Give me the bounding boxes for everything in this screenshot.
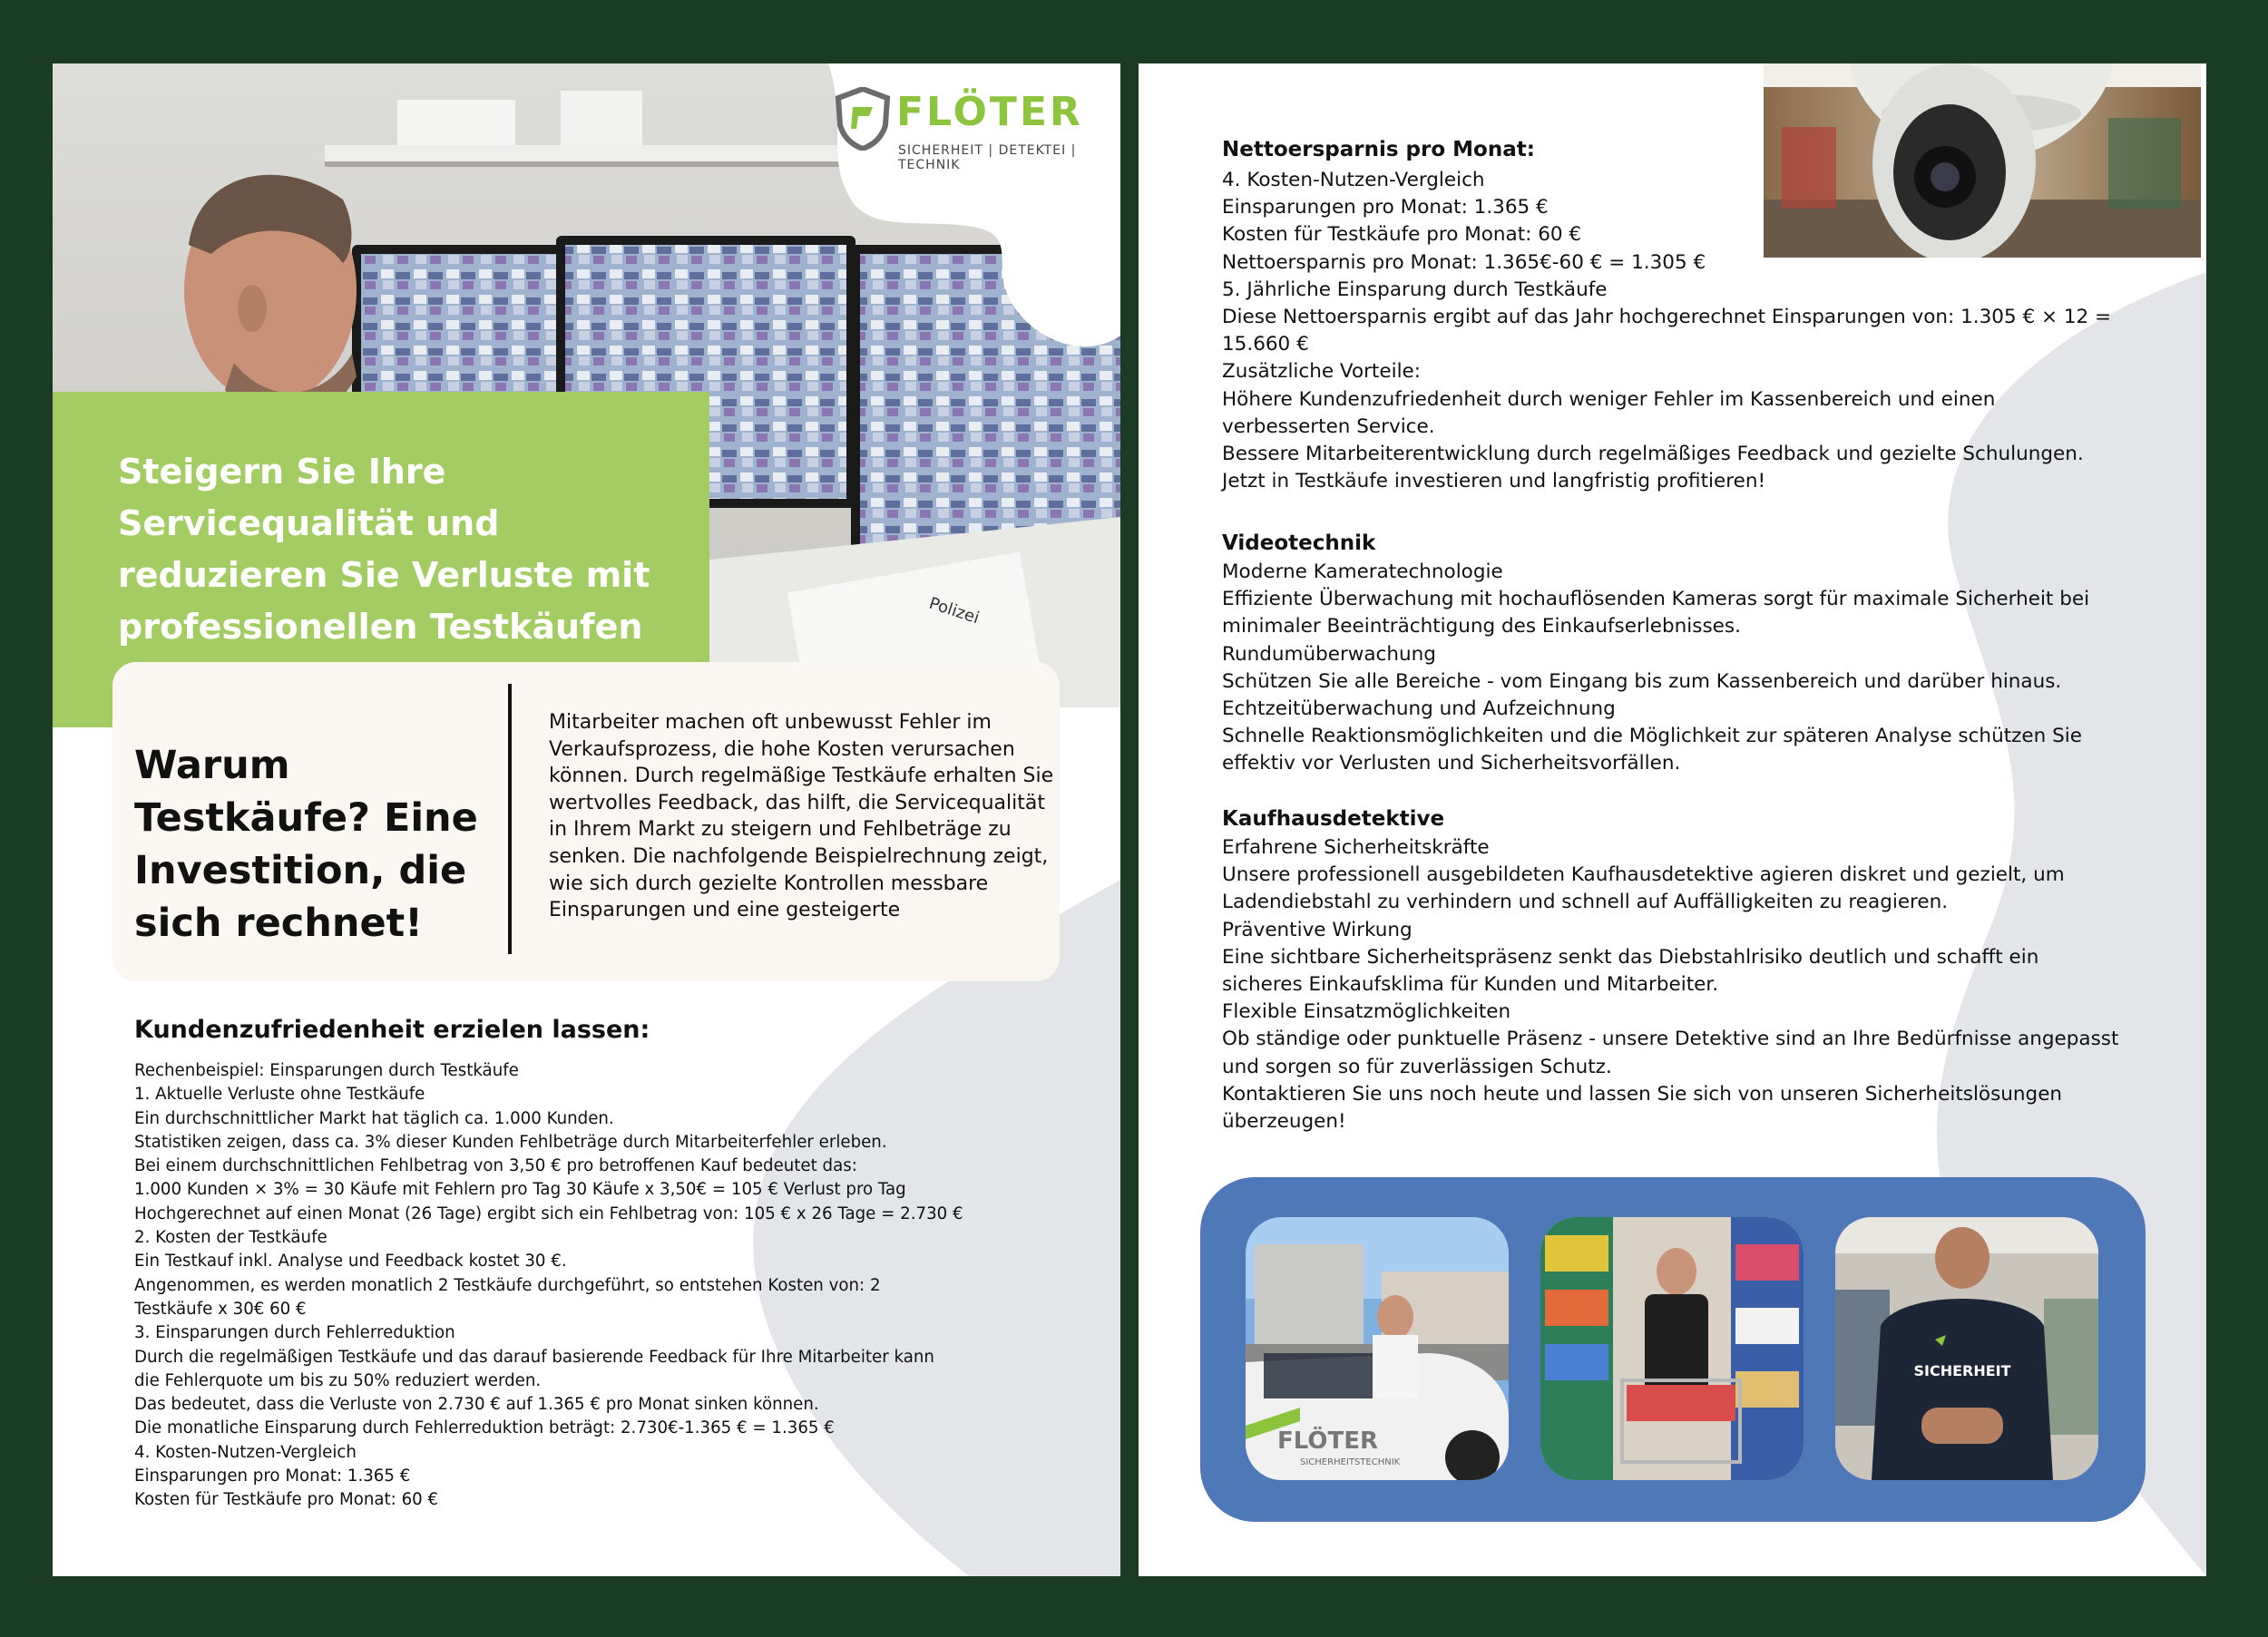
video-line: Schnelle Reaktionsmöglichkeiten und die Möglichkeit zur späteren Analyse schützen Sie [1222, 725, 2082, 748]
section-heading-kundenzufriedenheit: Kundenzufriedenheit erzielen lassen: [134, 1016, 650, 1044]
kh-line: Ob ständige oder punktuelle Präsenz - unsere Detektive sind an Ihre Bedürfnisse angepasst [1222, 1028, 2119, 1051]
calc-line: Bei einem durchschnittlichen Fehlbetrag von 3,50 € pro betroffenen Kauf bedeutet das: [134, 1156, 857, 1176]
photo-security-officer [1835, 1217, 2098, 1480]
calc-line: 1. Aktuelle Verluste ohne Testkäufe [134, 1085, 425, 1105]
calc-line: die Fehlerquote um bis zu 50% reduziert werden. [134, 1370, 542, 1390]
net-line: Bessere Mitarbeiterentwicklung durch regelmäßiges Feedback und gezielte Schulungen. [1222, 443, 2084, 466]
calc-line: Angenommen, es werden monatlich 2 Testkäufe durchgeführt, so entstehen Kosten von: 2 [134, 1275, 881, 1295]
card-divider [508, 684, 512, 954]
section-heading-kaufhausdetektive: Kaufhausdetektive [1222, 807, 1445, 831]
calc-line: Testkäufe x 30€ 60 € [134, 1299, 307, 1319]
brochure-page-left [53, 63, 1120, 1576]
section-heading-nettoersparnis: Nettoersparnis pro Monat: [1222, 138, 1535, 161]
vehicle-logo-text: FLÖTER [1277, 1428, 1379, 1455]
video-line: minimaler Beeinträchtigung des Einkaufserlebnisses. [1222, 615, 1741, 638]
kh-line: überzeugen! [1222, 1110, 1346, 1134]
card-title: Warum Testkäufe? Eine Investition, die sich rechnet! [134, 743, 478, 946]
card-text: Mitarbeiter machen oft unbewusst Fehler im Verkaufsprozess, die hohe Kosten verursachen können. Durch regelmäßige Testkäufe erhalten Sie wertvolles Feedback, das hilft, die Servicequalität in Ihrem Markt zu steigern und Fehlbeträge zu senken. Die nachfolgende Beispielrechnung zeigt, wie sich durch gezielte Kontrollen messbare Einsparungen und eine gesteigerte [549, 711, 1054, 922]
brand-tagline: SICHERHEIT | DETEKTEI | TECHNIK [898, 143, 1077, 172]
net-line: Einsparungen pro Monat: 1.365 € [1222, 196, 1549, 219]
net-line: Zusätzliche Vorteile: [1222, 360, 1422, 384]
photo-detective-with-cart [1540, 1217, 1804, 1480]
brochure-page-right [1139, 63, 2206, 1576]
net-line: 4. Kosten-Nutzen-Vergleich [1222, 169, 1485, 191]
calc-line: Kosten für Testkäufe pro Monat: 60 € [134, 1490, 439, 1510]
video-line: effektiv vor Verlusten und Sicherheitsvorfällen. [1222, 752, 1681, 775]
kh-line: Erfahrene Sicherheitskräfte [1222, 836, 1490, 859]
shirt-text: SICHERHEIT [1913, 1362, 2011, 1379]
calc-line: Hochgerechnet auf einen Monat (26 Tage) ergibt sich ein Fehlbetrag von: 105 € x 26 Tage = 2.730 € [134, 1203, 963, 1223]
net-line: Jetzt in Testkäufe investieren und langfristig profitieren! [1222, 470, 1766, 493]
kh-line: Kontaktieren Sie uns noch heute und lassen Sie sich von unseren Sicherheitslösungen [1222, 1082, 2063, 1106]
calc-line: Die monatliche Einsparung durch Fehlerreduktion beträgt: 2.730€-1.365 € = 1.365 € [134, 1418, 835, 1438]
nettoersparnis-text [1222, 167, 2120, 495]
calc-line: Rechenbeispiel: Einsparungen durch Testkäufe [134, 1061, 519, 1080]
kh-line: Präventive Wirkung [1222, 918, 1413, 941]
brand-name: FLÖTER [896, 89, 1083, 135]
net-line: Nettoersparnis pro Monat: 1.365€-60 € = 1.305 € [1222, 250, 1706, 274]
kh-line: und sorgen so für zuverlässigen Schutz. [1222, 1055, 1612, 1078]
net-line: Höhere Kundenzufriedenheit durch weniger Fehler im Kassenbereich und einen [1222, 387, 1996, 411]
kh-line: Unsere professionell ausgebildeten Kaufhausdetektive agieren diskret und gezielt, um [1222, 863, 2065, 887]
video-line: Rundumüberwachung [1222, 642, 1436, 666]
kh-line: sicheres Einkaufsklima für Kunden und Mitarbeiter. [1222, 973, 1719, 997]
video-line: Moderne Kameratechnologie [1222, 560, 1503, 583]
binder-label: Polizei [926, 593, 982, 628]
photo-company-car [1246, 1217, 1509, 1480]
net-line: verbesserten Service. [1222, 414, 1435, 438]
kh-line: Flexible Einsatzmöglichkeiten [1222, 1000, 1511, 1024]
net-line: Diese Nettoersparnis ergibt auf das Jahr hochgerechnet Einsparungen von: 1.305 € × 12 = [1222, 306, 2112, 329]
calc-line: Einsparungen pro Monat: 1.365 € [134, 1466, 411, 1486]
vehicle-logo-subtext: SICHERHEITSTECHNIK [1300, 1457, 1401, 1467]
calc-line: 2. Kosten der Testkäufe [134, 1228, 327, 1248]
calc-line: Ein Testkauf inkl. Analyse und Feedback kostet 30 €. [134, 1252, 567, 1272]
section-heading-videotechnik: Videotechnik [1222, 531, 1376, 555]
kh-line: Ladendiebstahl zu verhindern und schnell auf Auffälligkeiten zu reagieren. [1222, 891, 1949, 914]
net-line: 5. Jährliche Einsparung durch Testkäufe [1222, 278, 1608, 301]
calc-line: 4. Kosten-Nutzen-Vergleich [134, 1442, 357, 1462]
calc-line: 1.000 Kunden × 3% = 30 Käufe mit Fehlern pro Tag 30 Käufe x 3,50€ = 105 € Verlust pro Tag [134, 1180, 906, 1200]
net-line: Kosten für Testkäufe pro Monat: 60 € [1222, 223, 1582, 247]
kh-line: Eine sichtbare Sicherheitspräsenz senkt das Diebstahlrisiko deutlich und schafft ein [1222, 945, 2039, 969]
calc-line: 3. Einsparungen durch Fehlerreduktion [134, 1323, 455, 1343]
video-line: Effiziente Überwachung mit hochauflösenden Kameras sorgt für maximale Sicherheit bei [1222, 588, 2090, 611]
calculation-text [134, 1059, 987, 1513]
calc-line: Durch die regelmäßigen Testkäufe und das darauf basierende Feedback für Ihre Mitarbeiter kann [134, 1347, 934, 1367]
calc-line: Statistiken zeigen, dass ca. 3% dieser Kunden Fehlbeträge durch Mitarbeiterfehler erleben. [134, 1132, 887, 1152]
net-line: 15.660 € [1222, 333, 1309, 356]
hero-title: Steigern Sie Ihre Servicequalität und reduzieren Sie Verluste mit professionellen Testkäufen [118, 452, 650, 647]
kaufhausdetektive-text [1222, 834, 2120, 1135]
videotechnik-text [1222, 559, 2120, 778]
video-line: Schützen Sie alle Bereiche - vom Eingang bis zum Kassenbereich und darüber hinaus. [1222, 669, 2062, 693]
shield-logo-icon [835, 87, 891, 151]
calc-line: Ein durchschnittlicher Markt hat täglich ca. 1.000 Kunden. [134, 1108, 614, 1128]
video-line: Echtzeitüberwachung und Aufzeichnung [1222, 697, 1616, 721]
calc-line: Das bedeutet, dass die Verluste von 2.730 € auf 1.365 € pro Monat sinken können. [134, 1395, 819, 1415]
